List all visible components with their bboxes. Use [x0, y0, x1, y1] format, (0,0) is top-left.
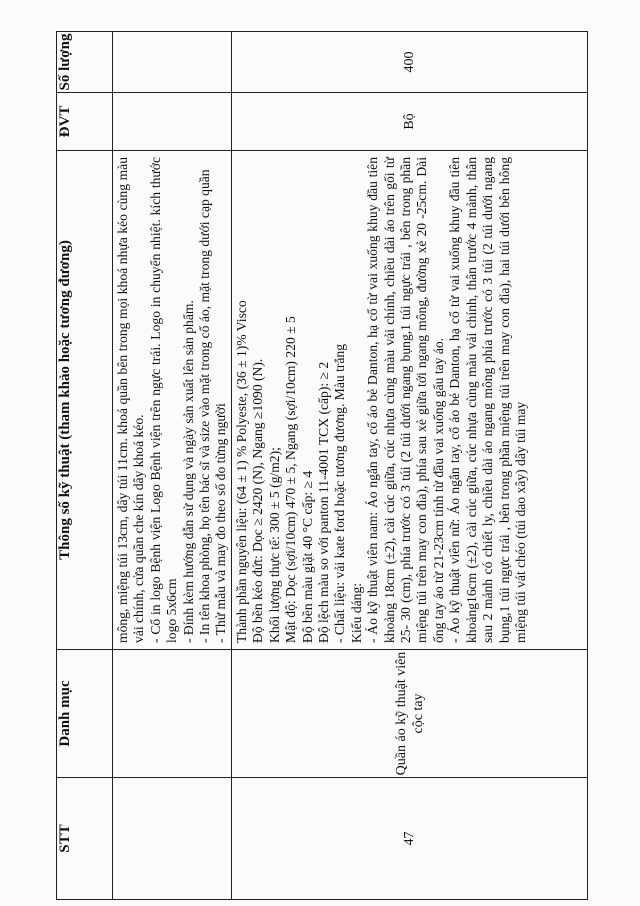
header-spec: Thông số kỹ thuật (tham khảo hoặc tương đương) [57, 151, 113, 650]
header-qty: Số lượng [57, 32, 113, 93]
spec-line: - Chất liệu: vải kate ford hoặc tương đương. Màu trắng [332, 343, 348, 643]
spec-line: Độ bền kéo đứt: Dọc ≥ 2420 (N), Ngang ≥1090 (N). [250, 358, 266, 643]
header-name: Danh mục [57, 650, 113, 778]
spec-line: - Áo kỹ thuật viên nữ: Áo ngắn tay, cổ áo bẻ Danton, hạ cổ từ vai xuống khuy đầu tiên khoảng16cm (±2), cài cúc giữa, cúc nhựa cùng màu vải chính, thân trước 4 mảnh, thân sau 2 mảnh có chiết ly, chiều dài áo ngang mông phía trước có 3 túi (2 túi dưới ngang bụng,1 túi ngực trái , bên trong phần miệng túi trên may con đỉa), hai túi dưới bên hông miệng túi vát chéo (túi dao xây) dây túi may [447, 157, 528, 643]
spec-line: Thành phần nguyên liệu: (64 ± 1) % Polyeste, (36 ± 1)% Visco [234, 300, 249, 643]
header-stt: STT [57, 778, 113, 900]
spec-line: Độ lệch màu so với panton 11-4001 TCX (cấp): ≥ 2 [316, 361, 332, 643]
spec-line: Mật độ: Dọc (sợi/10cm) 470 ± 5, Ngang (sợi/10cm) 220 ± 5 [283, 316, 299, 643]
row-item-name: Quần áo kỹ thuật viên cộc tay [232, 650, 588, 778]
row1-unit [113, 93, 232, 151]
row-spec [232, 151, 588, 650]
spec-line: - Thử mẫu và may đo theo số đo từng người [213, 403, 229, 643]
row-quantity: 400 [232, 32, 588, 93]
row-stt: 47 [232, 778, 588, 900]
row-unit: Bộ [232, 93, 588, 151]
table-row [232, 32, 588, 900]
spec-line: - In tên khoa phòng, họ tên bác sĩ và size vào mặt trong cổ áo, mặt trong dưới cạp quần [197, 169, 213, 643]
table-row [113, 32, 232, 900]
spec-line: - Đính kèm hướng dẫn sử dụng và ngày sản xuất lên sản phẩm. [180, 300, 196, 643]
row1-stt [113, 778, 232, 900]
table-header-row [57, 32, 113, 900]
spec-line: Độ bền màu giặt 40 °C cấp: ≥ 4 [299, 470, 315, 643]
row1-name [113, 650, 232, 778]
spec-line: Kiểu dáng: [348, 582, 364, 643]
row1-qty [113, 32, 232, 93]
spec-line: - Áo kỹ thuật viên nam: Áo ngắn tay, cổ áo bẻ Danton, hạ cổ từ vai xuống khuy đầu tiên khoảng 18cm (±2), cài cúc giữa, cúc nhựa cùng màu vải chính, chiều dài áo trên gối từ 25- 30 (cm), phía trước có 3 túi (2 túi dưới ngang bụng,1 túi ngực trái , bên trong phần miệng túi trên may con đỉa), phía sau xẻ giữa tới ngang mông, đường xẻ 20 -25cm. Dài ống tay áo từ 21-23cm tính từ đầu vai xuống gấu tay áo. [365, 157, 446, 643]
spec-line: Khối lượng thực tế: 300 ± 5 (g/m2); [266, 447, 282, 643]
rotated-table-sheet [56, 32, 584, 900]
row1-spec [113, 151, 232, 650]
specification-table [56, 31, 588, 900]
spec-line: mông, miệng túi 13cm, dây túi 11cm. khoá quần bên trong mọi khoá nhựa kéo cùng màu vải chính, cửa quần che kín dây khoá kéo. [115, 157, 147, 643]
spec-line: - Cổ in logo Bệnh viện Logo Bệnh viện trên ngực trái. Logo in chuyển nhiệt. kích thước logo 5x6cm [147, 157, 180, 643]
header-unit: ĐVT [57, 93, 113, 151]
